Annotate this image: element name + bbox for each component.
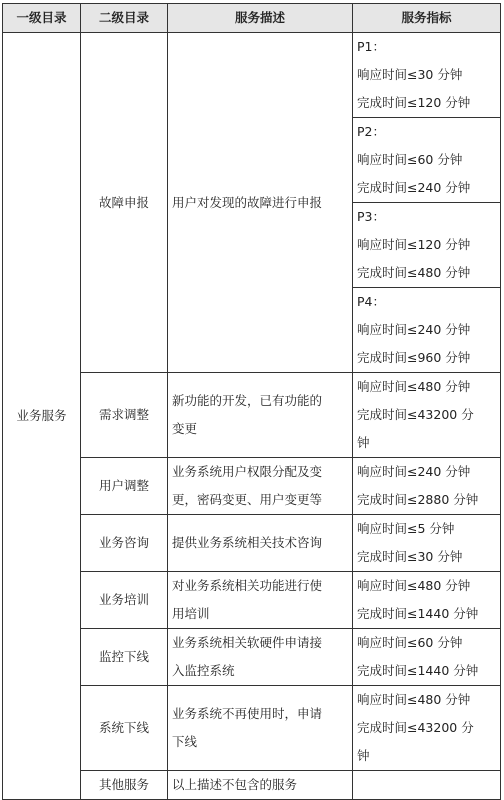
desc-line: 对业务系统相关功能进行使 <box>172 578 323 593</box>
secondary-user-adjust: 用户调整 <box>81 458 168 515</box>
desc-line: 新功能的开发，已有功能的 <box>172 393 323 408</box>
desc-line: 业务系统不再使用时，申请 <box>172 706 323 721</box>
desc-user-adjust <box>168 458 353 515</box>
response-time: 响应时间≤5 分钟 <box>357 521 455 536</box>
desc-business-training <box>168 572 353 629</box>
response-time: 响应时间≤240 分钟 <box>357 464 471 479</box>
desc-business-consult <box>168 515 353 572</box>
secondary-business-consult: 业务咨询 <box>81 515 168 572</box>
priority-label: P4： <box>357 294 385 309</box>
metric-business-training <box>353 572 501 629</box>
desc-line: 以上描述不包含的服务 <box>172 777 298 792</box>
completion-time: 完成时间≤240 分钟 <box>357 180 471 195</box>
header-primary-catalog: 一级目录 <box>3 4 81 33</box>
completion-time: 完成时间≤480 分钟 <box>357 265 471 280</box>
completion-time: 完成时间≤43200 分 <box>357 720 474 735</box>
completion-time: 完成时间≤1440 分钟 <box>357 606 479 621</box>
desc-line: 变更 <box>172 421 198 436</box>
priority-label: P2： <box>357 124 385 139</box>
header-service-description: 服务描述 <box>168 4 353 33</box>
desc-line: 下线 <box>172 734 198 749</box>
table-row <box>3 33 501 118</box>
secondary-system-offline: 系统下线 <box>81 686 168 771</box>
completion-time: 完成时间≤30 分钟 <box>357 549 463 564</box>
service-table-container <box>2 3 501 800</box>
metric-monitor-offline <box>353 629 501 686</box>
desc-line: 更，密码变更、用户变更等 <box>172 492 323 507</box>
metric-user-adjust <box>353 458 501 515</box>
metric-requirement-adjust <box>353 373 501 458</box>
metric-p1 <box>353 33 501 118</box>
secondary-other-service: 其他服务 <box>81 771 168 800</box>
desc-line: 入监控系统 <box>172 663 235 678</box>
priority-label: P1： <box>357 39 385 54</box>
secondary-requirement-adjust: 需求调整 <box>81 373 168 458</box>
desc-line: 提供业务系统相关技术咨询 <box>172 535 323 550</box>
response-time: 响应时间≤30 分钟 <box>357 67 463 82</box>
header-secondary-catalog: 二级目录 <box>81 4 168 33</box>
completion-time: 完成时间≤43200 分 <box>357 407 474 422</box>
desc-fault-report: 用户对发现的故障进行申报 <box>168 33 353 373</box>
response-time: 响应时间≤480 分钟 <box>357 692 471 707</box>
desc-line: 业务系统用户权限分配及变 <box>172 464 323 479</box>
completion-time: 完成时间≤960 分钟 <box>357 350 471 365</box>
secondary-monitor-offline: 监控下线 <box>81 629 168 686</box>
completion-time-cont: 钟 <box>357 435 370 450</box>
desc-line: 用培训 <box>172 606 210 621</box>
desc-line: 业务系统相关软硬件申请接 <box>172 635 323 650</box>
metric-p4 <box>353 288 501 373</box>
response-time: 响应时间≤120 分钟 <box>357 237 471 252</box>
desc-other-service <box>168 771 353 800</box>
response-time: 响应时间≤60 分钟 <box>357 635 463 650</box>
completion-time: 完成时间≤1440 分钟 <box>357 663 479 678</box>
header-row <box>3 4 501 33</box>
service-catalog-table <box>2 3 501 800</box>
priority-label: P3： <box>357 209 385 224</box>
metric-business-consult <box>353 515 501 572</box>
secondary-fault-report: 故障申报 <box>81 33 168 373</box>
metric-system-offline <box>353 686 501 771</box>
primary-catalog-cell: 业务服务 <box>3 33 81 800</box>
response-time: 响应时间≤480 分钟 <box>357 578 471 593</box>
header-service-metrics: 服务指标 <box>353 4 501 33</box>
metric-p2 <box>353 118 501 203</box>
completion-time: 完成时间≤2880 分钟 <box>357 492 479 507</box>
response-time: 响应时间≤480 分钟 <box>357 379 471 394</box>
desc-requirement-adjust <box>168 373 353 458</box>
response-time: 响应时间≤60 分钟 <box>357 152 463 167</box>
metric-other-service <box>353 771 501 800</box>
metric-p3 <box>353 203 501 288</box>
response-time: 响应时间≤240 分钟 <box>357 322 471 337</box>
completion-time-cont: 钟 <box>357 748 370 763</box>
desc-system-offline <box>168 686 353 771</box>
secondary-business-training: 业务培训 <box>81 572 168 629</box>
completion-time: 完成时间≤120 分钟 <box>357 95 471 110</box>
desc-monitor-offline <box>168 629 353 686</box>
